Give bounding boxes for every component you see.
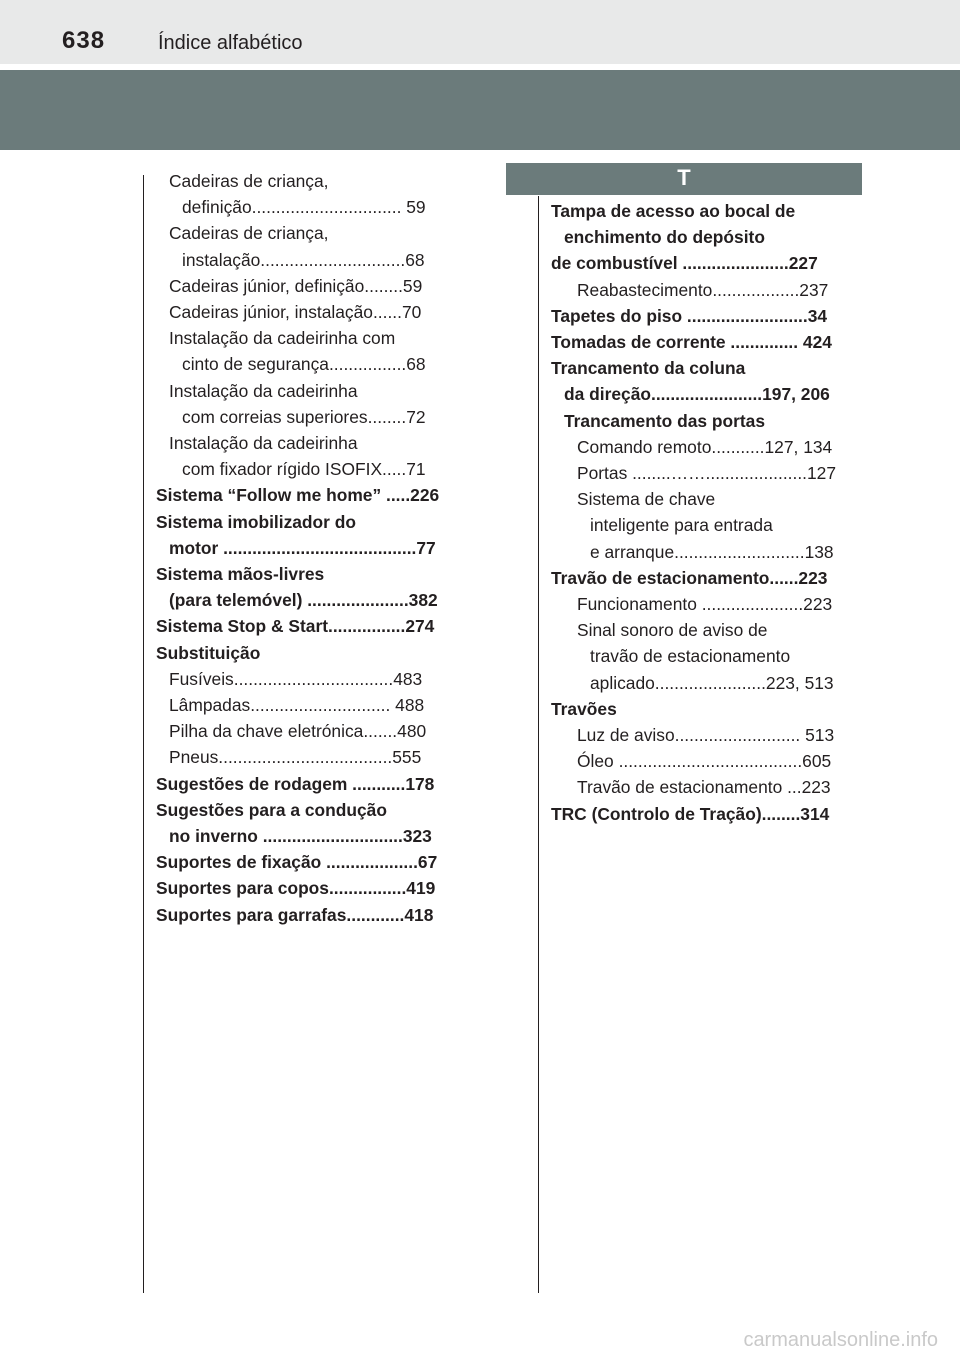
letter-header-t: T [506,163,862,195]
index-entry [156,744,466,770]
index-entry-line: definição............................... 59 [182,197,426,218]
section-title: Índice alfabético [158,32,303,54]
column-divider-right [538,196,539,1293]
index-entry-line: travão de estacionamento [590,646,791,667]
index-entry [156,771,466,797]
index-entry-line: Travões [551,698,617,719]
index-entry-line: Reabastecimento..................237 [577,279,829,300]
index-entry-line: Sistema de chave [577,489,716,510]
index-entry [156,273,466,299]
index-entry-line: com fixador rígido ISOFIX.....71 [182,459,426,480]
index-entry-line: Suportes de fixação ...................67 [156,852,438,873]
index-entry [551,486,861,565]
index-entry-line: Instalação da cadeirinha [169,380,358,401]
index-entry [156,849,466,875]
index-entry-line: Luz de aviso.......................... 513 [577,725,835,746]
index-entry-line: Trancamento da coluna [551,358,746,379]
index-entry [551,801,861,827]
index-entry [156,875,466,901]
index-entry-line: aplicado.......................223, 513 [590,672,834,693]
index-entry-line: no inverno .............................323 [169,826,432,847]
index-entry [156,613,466,639]
index-entry-line: Sinal sonoro de aviso de [577,620,768,641]
index-entry [551,434,861,460]
index-entry-line: Fusíveis.................................483 [169,668,423,689]
index-entry-line: Suportes para garrafas............418 [156,904,434,925]
index-entry [551,591,861,617]
index-entry-line: Funcionamento .....................223 [577,594,833,615]
index-entry-line: Tomadas de corrente .............. 424 [551,332,832,353]
index-entry-line: Sistema mãos-livres [156,564,325,585]
index-entry-line: Tampa de acesso ao bocal de [551,201,796,221]
index-entry [551,565,861,591]
index-entry-line: Sistema Stop & Start................274 [156,616,435,637]
index-entry-line: Óleo ......................................605 [577,751,832,772]
index-entry [551,355,861,407]
index-entry [156,902,466,928]
index-entry-line: da direção.......................197, 206 [564,384,830,405]
index-entry [156,220,466,272]
footer-watermark: carmanualsonline.info [743,1329,938,1351]
index-entry-line: TRC (Controlo de Tração)........314 [551,803,830,824]
index-column-right [551,198,861,827]
index-entry-line: Pilha da chave eletrónica.......480 [169,721,427,742]
index-entry [156,666,466,692]
index-entry [156,378,466,430]
index-entry-line: Tapetes do piso .........................34 [551,305,828,326]
index-entry-line: cinto de segurança................68 [182,354,426,375]
index-entry-line: Instalação da cadeirinha [169,433,358,454]
index-entry [156,692,466,718]
index-entry-line: de combustível ......................227 [551,253,818,274]
index-entry [156,325,466,377]
index-entry [156,509,466,561]
index-entry [551,748,861,774]
index-entry [551,408,861,434]
index-entry-line: (para telemóvel) .....................382 [169,590,438,611]
index-entry [156,561,466,613]
index-entry-line: com correias superiores........72 [182,406,426,427]
index-entry-line: Sugestões para a condução [156,799,387,820]
index-entry-line: e arranque...........................138 [590,541,834,562]
index-entry-line: Cadeiras de criança, [169,171,329,191]
index-entry [551,277,861,303]
index-entry-line: Trancamento das portas [564,410,766,431]
index-entry-line: Cadeiras júnior, definição........59 [169,275,423,296]
index-entry [551,774,861,800]
index-entry [156,482,466,508]
index-entry [551,303,861,329]
index-entry-line: Substituição [156,642,261,663]
column-divider-left [143,175,144,1293]
index-entry [551,722,861,748]
index-entry-line: Comando remoto...........127, 134 [577,436,833,457]
index-entry [551,696,861,722]
index-entry-line: inteligente para entrada [590,515,773,536]
index-entry-line: Lâmpadas............................. 488 [169,695,425,716]
index-entry [156,168,466,220]
index-entry [156,718,466,744]
index-entry-line: Instalação da cadeirinha com [169,328,396,349]
index-entry-line: Sistema “Follow me home” .....226 [156,485,440,506]
index-entry-line: Cadeiras de criança, [169,223,329,244]
index-entry-line: Cadeiras júnior, instalação......70 [169,302,422,323]
page-number: 638 [62,27,106,54]
index-entry-line: Sistema imobilizador do [156,511,357,532]
header-band [0,70,960,150]
index-entry-line: Travão de estacionamento ...223 [577,777,831,798]
index-entry-line: Travão de estacionamento......223 [551,567,828,588]
index-entry [156,797,466,849]
index-entry [551,460,861,486]
index-entry [156,640,466,666]
index-entry-line: Pneus....................................555 [169,747,422,768]
index-entry-line: motor ........................................77 [169,537,436,558]
index-entry-line: instalação..............................68 [182,249,425,270]
index-column-left [156,168,466,928]
index-entry [156,299,466,325]
index-entry-line: Portas ........…….....................127 [577,463,837,484]
index-entry-line: Suportes para copos................419 [156,878,436,899]
index-entry [551,617,861,696]
index-entry [156,430,466,482]
index-entry-line: enchimento do depósito [564,227,765,248]
index-entry [551,329,861,355]
header-bar [0,0,960,64]
index-entry-line: Sugestões de rodagem ...........178 [156,773,435,794]
index-entry [551,198,861,277]
